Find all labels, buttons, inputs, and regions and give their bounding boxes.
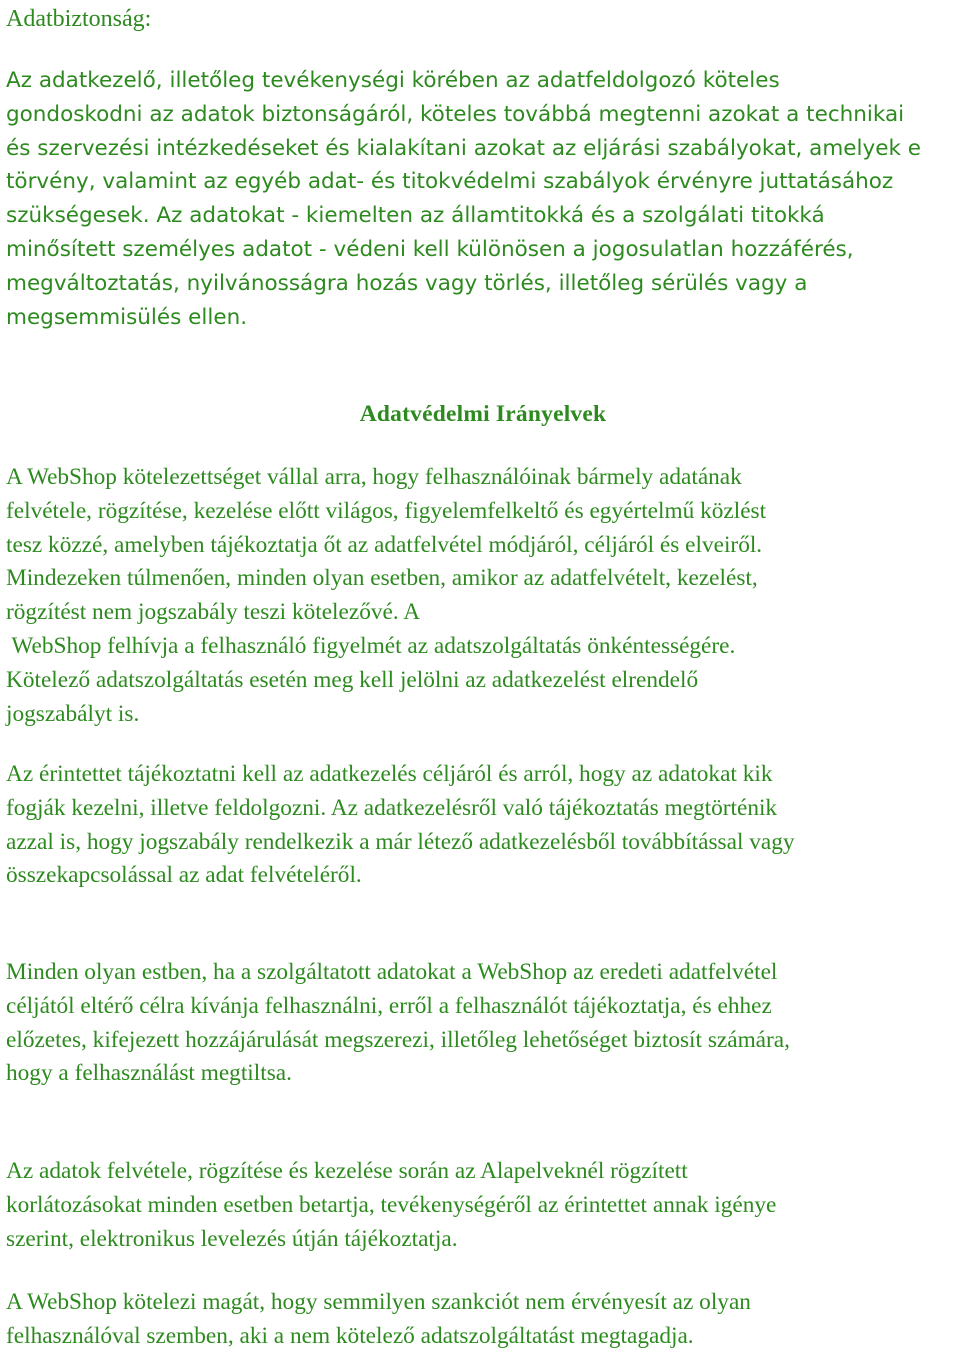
- text-line: Az érintettet tájékoztatni kell az adatkezelés céljáról és arról, hogy az adatokat kik: [6, 761, 773, 787]
- text-line: szerint, elektronikus levelezés útján tájékoztatja.: [6, 1225, 458, 1252]
- text-line: hogy a felhasználást megtiltsa.: [6, 1060, 292, 1087]
- text-line: Kötelező adatszolgáltatás esetén meg kell jelölni az adatkezelést elrendelő: [6, 666, 699, 693]
- text-line: azzal is, hogy jogszabály rendelkezik a már létező adatkezelésből továbbítással vagy: [6, 828, 795, 855]
- text-line: törvény, valamint az egyéb adat- és titokvédelmi szabályok érvényre juttatásához: [6, 169, 894, 195]
- paragraph-eltero-cel: [6, 956, 960, 1091]
- text-line: jogszabályt is.: [6, 700, 140, 727]
- text-line: megsemmisülés ellen.: [6, 304, 248, 330]
- text-line: megváltoztatás, nyilvánosságra hozás vagy törlés, illetőleg sérülés vagy a: [6, 270, 808, 296]
- paragraph-erintett-tajekoztatasa: [6, 758, 960, 893]
- text-line: A WebShop kötelezi magát, hogy semmilyen szankciót nem érvényesít az olyan: [6, 1289, 751, 1315]
- text-line: szükségesek. Az adatokat - kiemelten az államtitokká és a szolgálati titokká: [6, 203, 825, 229]
- text-line: összekapcsolással az adat felvételéről.: [6, 862, 362, 889]
- text-line: felvétele, rögzítése, kezelése előtt világos, figyelemfelkeltő és egyértelmű közlést: [6, 497, 767, 524]
- text-line: Az adatok felvétele, rögzítése és kezelése során az Alapelveknél rögzített: [6, 1158, 688, 1184]
- section-title-adatvedelmi-iranyelvek: Adatvédelmi Irányelvek: [359, 401, 607, 427]
- section-heading-adatbiztonsag: Adatbiztonság:: [6, 6, 152, 32]
- text-line: tesz közzé, amelyben tájékoztatja őt az adatfelvétel módjáról, céljáról és elveiről.: [6, 531, 763, 558]
- text-line: Az adatkezelő, illetőleg tevékenységi körében az adatfeldolgozó köteles: [6, 68, 780, 93]
- paragraph-webshop-kotelezettseg: [6, 461, 960, 731]
- text-line: felhasználóval szemben, aki a nem kötelező adatszolgáltatást megtagadja.: [6, 1322, 694, 1349]
- paragraph-alapelvek: [6, 1155, 960, 1256]
- text-line: és szervezési intézkedéseket és kialakítani azokat az eljárási szabályokat, amelyek e: [6, 135, 921, 161]
- text-line: minősített személyes adatot - védeni kell különösen a jogosulatlan hozzáférés,: [6, 236, 854, 262]
- text-line: A WebShop kötelezettséget vállal arra, hogy felhasználóinak bármely adatának: [6, 464, 742, 490]
- text-line: Minden olyan estben, ha a szolgáltatott adatokat a WebShop az eredeti adatfelvétel: [6, 959, 778, 985]
- text-line: WebShop felhívja a felhasználó figyelmét az adatszolgáltatás önkéntességére.: [6, 632, 736, 659]
- text-line: rögzítést nem jogszabály teszi kötelezővé. A: [6, 599, 421, 626]
- paragraph-adatbiztonsag: [6, 64, 960, 334]
- text-line: céljától eltérő célra kívánja felhasználni, erről a felhasználót tájékoztatja, és ehhez: [6, 992, 772, 1019]
- paragraph-szankcio: [6, 1286, 960, 1354]
- text-line: Mindezeken túlmenően, minden olyan esetben, amikor az adatfelvételt, kezelést,: [6, 565, 758, 592]
- text-line: gondoskodni az adatok biztonságáról, köteles továbbá megtenni azokat a technikai: [6, 101, 905, 127]
- text-line: korlátozásokat minden esetben betartja, tevékenységéről az érintettet annak igénye: [6, 1191, 777, 1218]
- text-line: előzetes, kifejezett hozzájárulását megszerezi, illetőleg lehetőséget biztosít számára,: [6, 1026, 790, 1053]
- text-line: fogják kezelni, illetve feldolgozni. Az adatkezelésről való tájékoztatás megtörténik: [6, 794, 778, 821]
